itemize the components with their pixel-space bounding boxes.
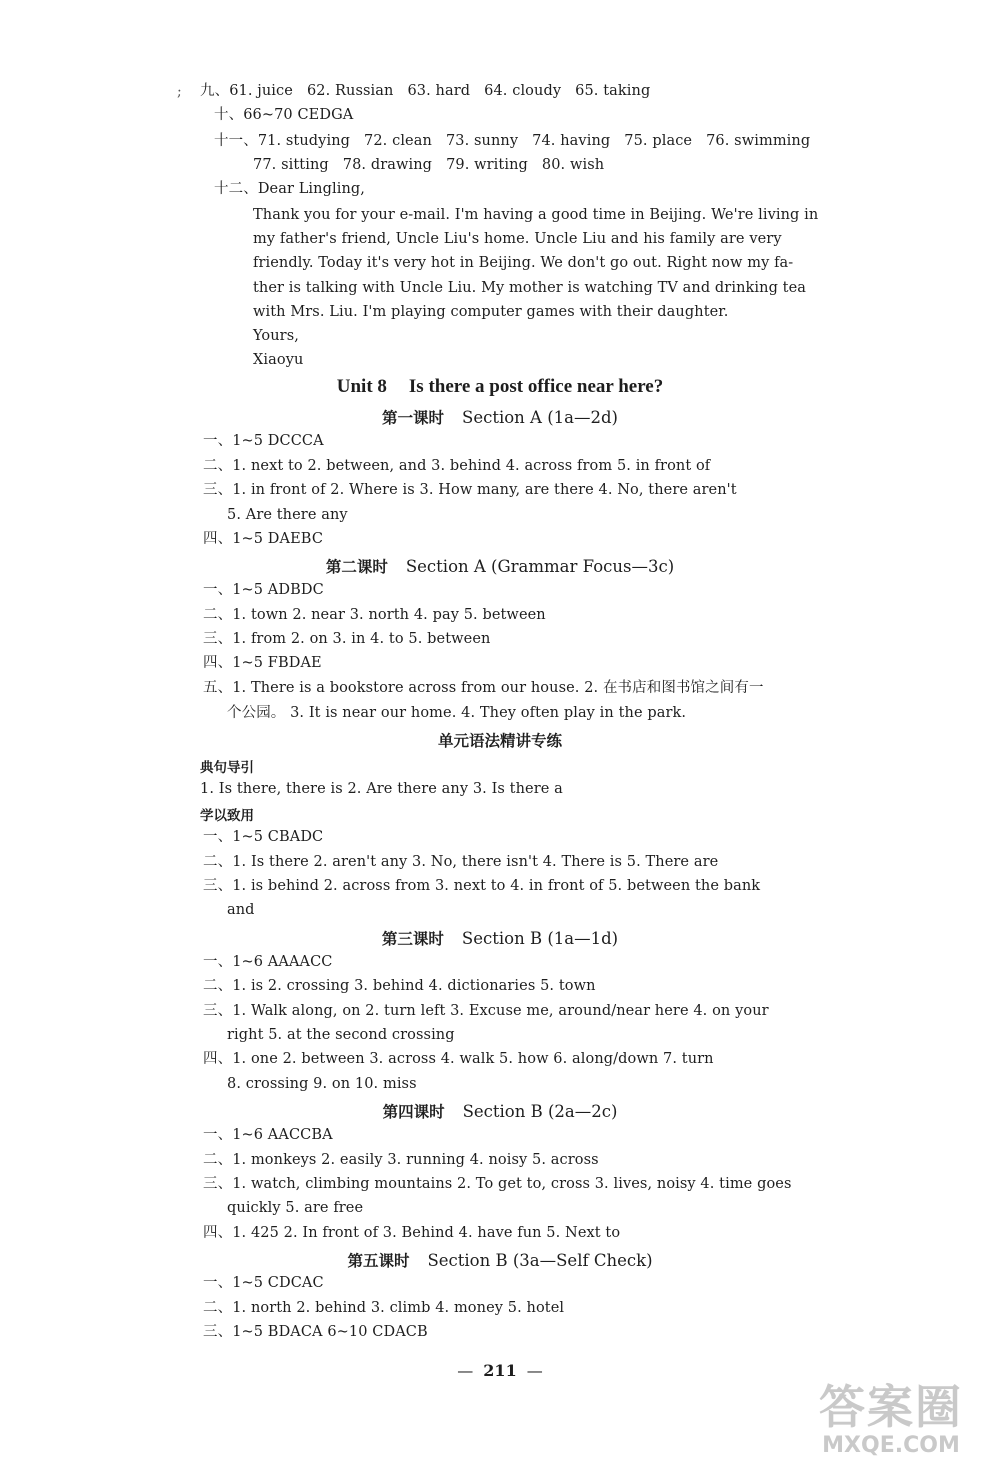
page-number: — 211 — <box>457 1361 543 1380</box>
answer-line: 一、1~5 ADBDC <box>203 582 324 598</box>
letter-line: friendly. Today it's very hot in Beijing. We don't go out. Right now my fa- <box>253 255 794 271</box>
answer-line-q11b: 77. sitting 78. drawing 79. writing 80. wish <box>253 157 605 173</box>
answer-line: 四、1~5 FBDAE <box>203 655 322 671</box>
answer-line: 三、1. Walk along, on 2. turn left 3. Excuse me, around/near here 4. on your <box>203 1003 769 1019</box>
answer-line: and <box>227 902 255 918</box>
answer-line-q9: 九、61. juice 62. Russian 63. hard 64. cloudy 65. taking <box>200 83 651 99</box>
answer-line: 三、1. is behind 2. across from 3. next to 4. in front of 5. between the bank <box>203 878 761 894</box>
answer-line: 五、1. There is a bookstore across from our house. 2. 在书店和图书馆之间有一 <box>203 680 764 696</box>
letter-line: Thank you for your e-mail. I'm having a good time in Beijing. We're living in <box>253 207 819 223</box>
unit-title: Unit 8 Is there a post office near here? <box>336 376 664 397</box>
answer-line: 一、1~5 CBADC <box>203 829 324 845</box>
lesson-heading-5: 第五课时 Section B (3a—Self Check) <box>347 1251 653 1270</box>
letter-closing: Yours, <box>253 328 299 344</box>
letter-signature: Xiaoyu <box>253 352 304 368</box>
answer-line: 一、1~5 CDCAC <box>203 1275 324 1291</box>
question-label: 九、 <box>200 83 230 99</box>
answer-line: 一、1~5 DCCCA <box>203 433 324 449</box>
answer-line: 5. Are there any <box>227 507 348 523</box>
answer-line: 一、1~6 AAAACC <box>203 954 333 970</box>
answer-line: 二、1. is 2. crossing 3. behind 4. dictionaries 5. town <box>203 978 596 994</box>
answer-line: 二、1. next to 2. between, and 3. behind 4. across from 5. in front of <box>203 458 711 474</box>
answer-line-q11a: 十一、71. studying 72. clean 73. sunny 74. having 75. place 76. swimming <box>214 133 811 149</box>
answer-line: 二、1. Is there 2. aren't any 3. No, there isn't 4. There is 5. There are <box>203 854 719 870</box>
answer-line: 三、1~5 BDACA 6~10 CDACB <box>203 1324 428 1340</box>
sub-heading: 典句导引 <box>200 760 254 776</box>
answer-line-q12: 十二、Dear Lingling, <box>214 181 365 197</box>
grammar-heading: 单元语法精讲专练 <box>437 732 562 750</box>
answer-line: 1. Is there, there is 2. Are there any 3. Is there a <box>200 781 563 797</box>
answer-line: 8. crossing 9. on 10. miss <box>227 1076 417 1092</box>
answer-line: 四、1~5 DAEBC <box>203 531 324 547</box>
sub-heading: 学以致用 <box>200 808 254 824</box>
margin-mark: ; <box>177 84 182 100</box>
letter-line: with Mrs. Liu. I'm playing computer games with their daughter. <box>253 304 729 320</box>
answer-line: 二、1. north 2. behind 3. climb 4. money 5. hotel <box>203 1300 565 1316</box>
answer-line: 四、1. 425 2. In front of 3. Behind 4. have fun 5. Next to <box>203 1225 621 1241</box>
answer-line: 三、1. in front of 2. Where is 3. How many, are there 4. No, there aren't <box>203 482 737 498</box>
answer-line: 三、1. from 2. on 3. in 4. to 5. between <box>203 631 491 647</box>
answer-line: right 5. at the second crossing <box>227 1027 455 1043</box>
answer-line: 个公园。 3. It is near our home. 4. They often play in the park. <box>227 705 687 721</box>
watermark-logo: 答案圈 MXQE.COM <box>819 1380 963 1458</box>
lesson-heading-4: 第四课时 Section B (2a—2c) <box>382 1102 618 1121</box>
lesson-heading-3: 第三课时 Section B (1a—1d) <box>381 929 619 948</box>
lesson-heading-1: 第一课时 Section A (1a—2d) <box>382 408 618 427</box>
answer-line: 二、1. monkeys 2. easily 3. running 4. noisy 5. across <box>203 1152 599 1168</box>
lesson-heading-2: 第二课时 Section A (Grammar Focus—3c) <box>325 557 675 576</box>
answer-line: 一、1~6 AACCBA <box>203 1127 333 1143</box>
answer-line: 三、1. watch, climbing mountains 2. To get to, cross 3. lives, noisy 4. time goes <box>203 1176 792 1192</box>
letter-line: ther is talking with Uncle Liu. My mother is watching TV and drinking tea <box>253 280 807 296</box>
letter-line: my father's friend, Uncle Liu's home. Uncle Liu and his family are very <box>253 231 782 247</box>
answer-line: 四、1. one 2. between 3. across 4. walk 5. how 6. along/down 7. turn <box>203 1051 714 1067</box>
answer-line: quickly 5. are free <box>227 1200 364 1216</box>
answer-line-q10: 十、66~70 CEDGA <box>214 107 354 123</box>
answer-line: 二、1. town 2. near 3. north 4. pay 5. between <box>203 607 546 623</box>
